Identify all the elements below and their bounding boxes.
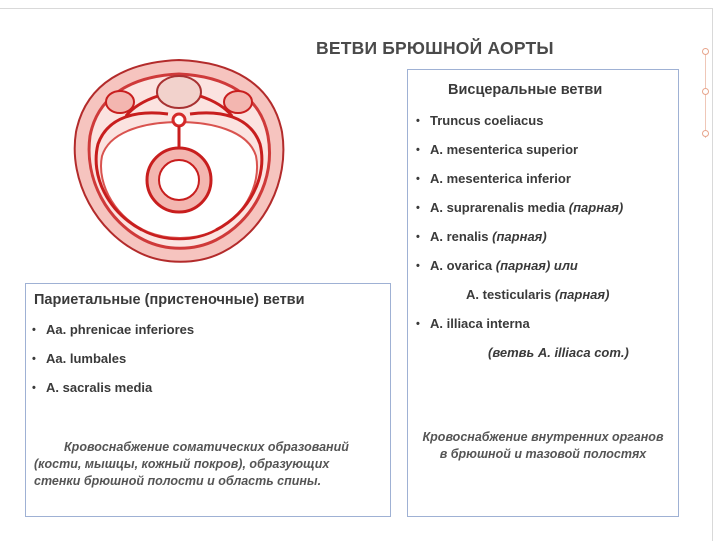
bullet-icon: • — [32, 382, 36, 394]
bullet-icon: • — [416, 260, 420, 272]
bullet-icon: • — [32, 353, 36, 365]
list-item: • Aa. lumbales — [32, 351, 127, 366]
bullet-icon: • — [32, 324, 36, 336]
visceral-summary: Кровоснабжение внутренних органов в брюшной и тазовой полостях — [422, 430, 664, 461]
parietal-branches-panel — [25, 283, 391, 517]
list-item: • A. mesenterica inferior — [416, 171, 571, 186]
visceral-branches-panel — [407, 69, 679, 517]
list-item: • A. mesenterica superior — [416, 142, 579, 157]
list-item: • Aa. phrenicae inferiores — [32, 322, 195, 337]
kidney-left — [106, 91, 134, 113]
bullet-icon: • — [416, 231, 420, 243]
bullet-icon: • — [416, 173, 420, 185]
bullet-icon: • — [416, 144, 420, 156]
bullet-icon: • — [416, 202, 420, 214]
aorta — [173, 114, 185, 126]
kidney-right — [224, 91, 252, 113]
visceral-heading: Висцеральные ветви — [448, 82, 603, 98]
bullet-icon: • — [416, 318, 420, 330]
testicularis-line: A. testicularis (парная) — [466, 287, 610, 302]
list-item: • A. illiaca interna — [416, 316, 530, 331]
bullet-icon: • — [416, 115, 420, 127]
abdominal-aorta-cross-section-illustration — [68, 52, 290, 272]
list-item: • A. renalis (парная) — [416, 229, 547, 244]
slide-side-marker — [700, 48, 710, 138]
parietal-summary: Кровоснабжение соматических образований (кости, мышцы, кожный покров), образующих стенки брюшной полости и область спины. — [34, 440, 349, 488]
illiaca-note: (ветвь A. illiaca com.) — [488, 345, 629, 360]
slide-title: ВЕТВИ БРЮШНОЙ АОРТЫ — [316, 38, 554, 58]
list-item: • A. ovarica (парная) или — [416, 258, 578, 273]
list-item: • A. sacralis media — [32, 380, 153, 395]
parietal-heading: Париетальные (пристеночные) ветви — [34, 292, 305, 308]
list-item: • A. suprarenalis media (парная) — [416, 200, 624, 215]
vertebra-body — [157, 76, 201, 108]
list-item: • Truncus coeliacus — [416, 113, 544, 128]
intestine-ring-inner — [159, 160, 199, 200]
